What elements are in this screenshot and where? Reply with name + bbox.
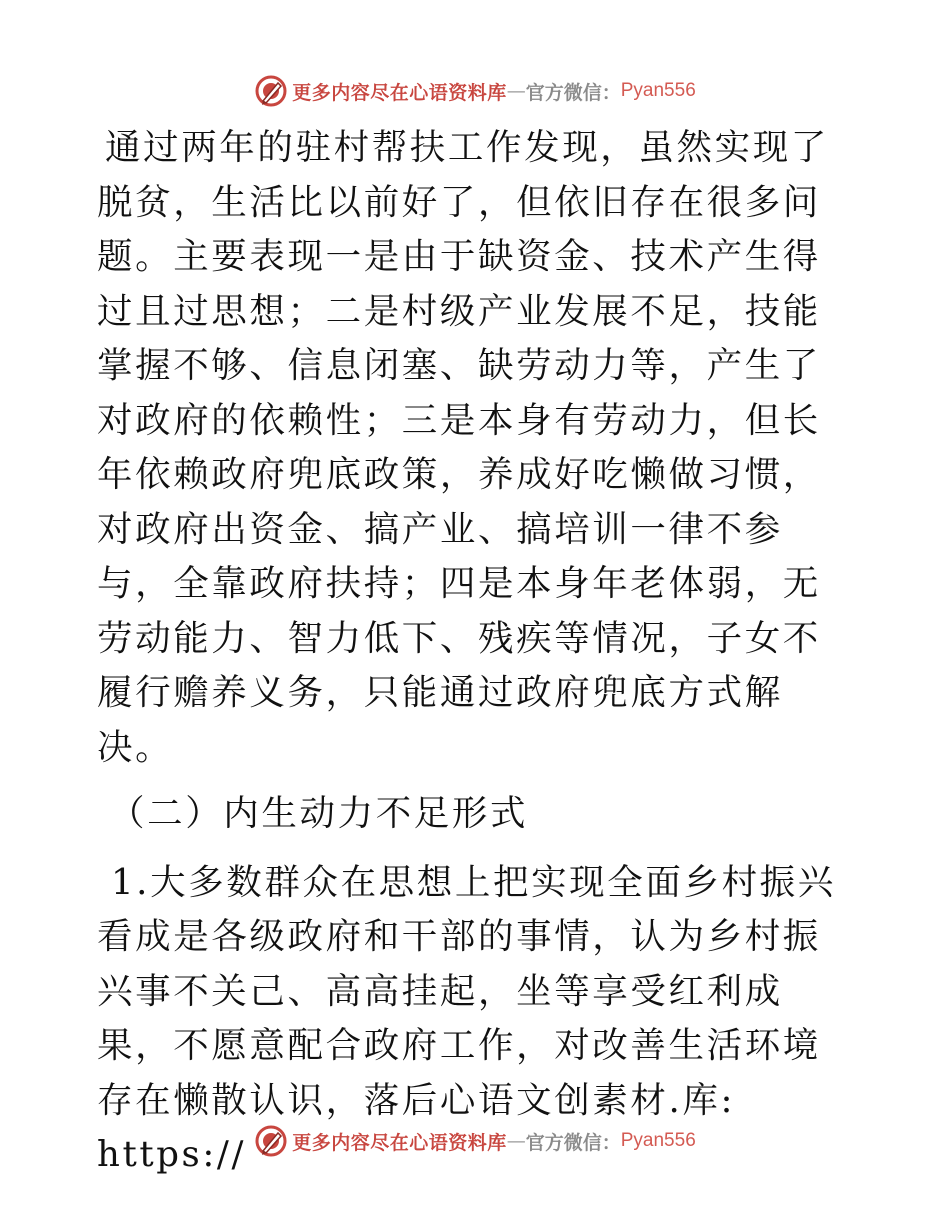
watermark-brand-text: 更多内容尽在心语资料库	[292, 81, 507, 104]
body-paragraph-1: 通过两年的驻村帮扶工作发现，虽然实现了脱贫，生活比以前好了，但依旧存在很多问题。主要表现一是由于缺资金、技术产生得过且过思想；二是村级产业发展不足，技能掌握不够、信息闭塞、缺劳动力等，产生了对政府的依赖性；三是本身有劳动力，但长年依赖政府兜底政策，养成好吃懒做习惯，对政府出资金、搞产业、搞培训一律不参与，全靠政府扶持；四是本身年老体弱，无劳动能力、智力低下、残疾等情况，子女不履行赡养义务，只能通过政府兜底方式解决。	[97, 127, 829, 768]
watermark-official-label: 官方微信：	[525, 81, 621, 104]
document-body	[97, 121, 857, 1183]
body-paragraph-3: 1.大多数群众在思想上把实现全面乡村振兴看成是各级政府和干部的事情，认为乡村振兴事不关己、高高挂起，坐等享受红利成果，不愿意配合政府工作，对改善生活环境存在懒散认识，落后心语文创素材.库: https://	[97, 861, 836, 1175]
watermark-brand-text: 更多内容尽在心语资料库	[292, 1131, 507, 1154]
watermark-official-label: 官方微信：	[525, 1131, 621, 1154]
section-heading-2: （二）内生动力不足形式	[109, 793, 529, 834]
pen-circle-logo-icon	[254, 74, 288, 108]
watermark-wechat-id: Pyan556	[620, 1130, 696, 1151]
watermark-separator: —	[506, 1130, 526, 1152]
footer-watermark	[0, 1121, 950, 1161]
header-watermark	[0, 71, 950, 111]
pen-circle-logo-icon	[254, 1124, 288, 1158]
watermark-wechat-id: Pyan556	[620, 80, 696, 101]
watermark-separator: —	[506, 80, 526, 102]
